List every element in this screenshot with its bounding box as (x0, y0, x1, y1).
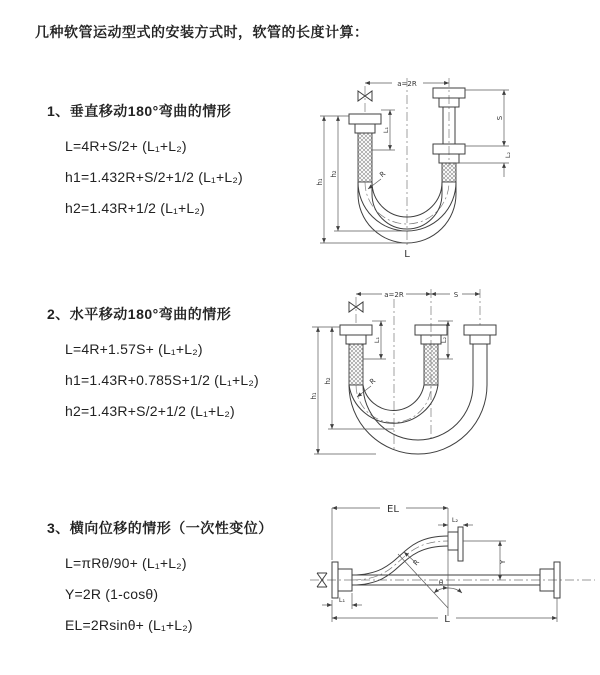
dim-label-h2: h₂ (324, 377, 332, 385)
diagram-horizontal-180-bend (306, 281, 591, 463)
formula-h2: h2=1.43R+1/2 (L₁+L₂) (65, 200, 205, 216)
section-lateral-displacement (47, 518, 273, 641)
dim-label-y: Y (499, 559, 507, 565)
section-1-heading: 1、垂直移动180°弯曲的情形 (47, 103, 232, 119)
dim-label-a2r: a=2R (397, 80, 417, 88)
dimension-l2 (438, 516, 473, 525)
dimension-h1 (310, 327, 376, 454)
braided-hose-left (358, 133, 372, 182)
left-flange (349, 114, 381, 133)
dim-label-h1: h₁ (310, 392, 318, 400)
dim-label-l1: L₁ (382, 126, 390, 134)
dimension-a-2r (365, 80, 449, 88)
formula-l: L=4R+S/2+ (L₁+L₂) (65, 138, 187, 154)
braided-hose-left (349, 344, 363, 385)
dim-label-l2: L₂ (440, 336, 448, 344)
dim-label-el: EL (387, 504, 399, 515)
section-2-heading: 2、水平移动180°弯曲的情形 (47, 306, 232, 322)
label-r: R (378, 169, 388, 180)
formula-el: EL=2Rsinθ+ (L₁+L₂) (65, 617, 193, 633)
dimension-l2 (456, 151, 512, 177)
dim-label-h1: h₁ (316, 178, 324, 186)
braided-hose-middle (424, 344, 438, 385)
dim-label-l2: L₂ (451, 516, 459, 524)
formula-y: Y=2R (1-cosθ) (65, 586, 159, 602)
dimension-y (463, 541, 507, 580)
top-right-flange-displaced (448, 527, 463, 561)
dimension-l (332, 598, 557, 625)
section-3-heading: 3、横向位移的情形（一次性变位） (47, 520, 273, 536)
dim-label-s: S (496, 115, 504, 121)
dim-label-l1: L₁ (373, 336, 381, 344)
label-r: R (411, 558, 422, 568)
dim-label-l2: L₂ (504, 151, 512, 159)
right-pipe-moved (473, 344, 487, 385)
angle-theta (398, 554, 462, 608)
dimension-el (332, 504, 448, 622)
centerlines (356, 289, 480, 451)
right-flange-moved (464, 325, 496, 344)
label-theta: θ (438, 579, 444, 587)
formula-h2: h2=1.43R+S/2+1/2 (L₁+L₂) (65, 403, 235, 419)
left-flange (340, 325, 372, 344)
formula-h1: h1=1.43R+0.785S+1/2 (L₁+L₂) (65, 372, 259, 388)
formula-l: L=πRθ/90+ (L₁+L₂) (65, 555, 187, 571)
dim-label-s: S (453, 291, 459, 299)
u-bend-curves (349, 385, 487, 454)
dimension-l2 (438, 321, 453, 359)
diagram-vertical-180-bend (312, 70, 582, 262)
label-r: R (368, 376, 378, 387)
dimension-a-2r (356, 291, 431, 299)
s-curve-hose-displaced (352, 536, 448, 585)
section-vertical-movement (47, 101, 243, 224)
dim-label-a2r: a=2R (384, 291, 404, 299)
section-horizontal-movement (47, 304, 259, 427)
dim-label-h2: h₂ (330, 170, 338, 178)
dimension-s (431, 291, 480, 299)
dimension-l1 (322, 593, 362, 609)
page-title: 几种软管运动型式的安装方式时，软管的长度计算： (35, 24, 369, 40)
label-l: L (404, 249, 410, 260)
dimension-s (465, 90, 509, 146)
diagram-lateral-displacement (300, 496, 600, 654)
dim-label-l: L (444, 614, 450, 625)
dim-label-l1: L₁ (338, 596, 346, 604)
braided-hose-right (442, 163, 456, 182)
centerlines (365, 78, 449, 248)
formula-h1: h1=1.432R+S/2+1/2 (L₁+L₂) (65, 169, 243, 185)
formula-l: L=4R+1.57S+ (L₁+L₂) (65, 341, 203, 357)
